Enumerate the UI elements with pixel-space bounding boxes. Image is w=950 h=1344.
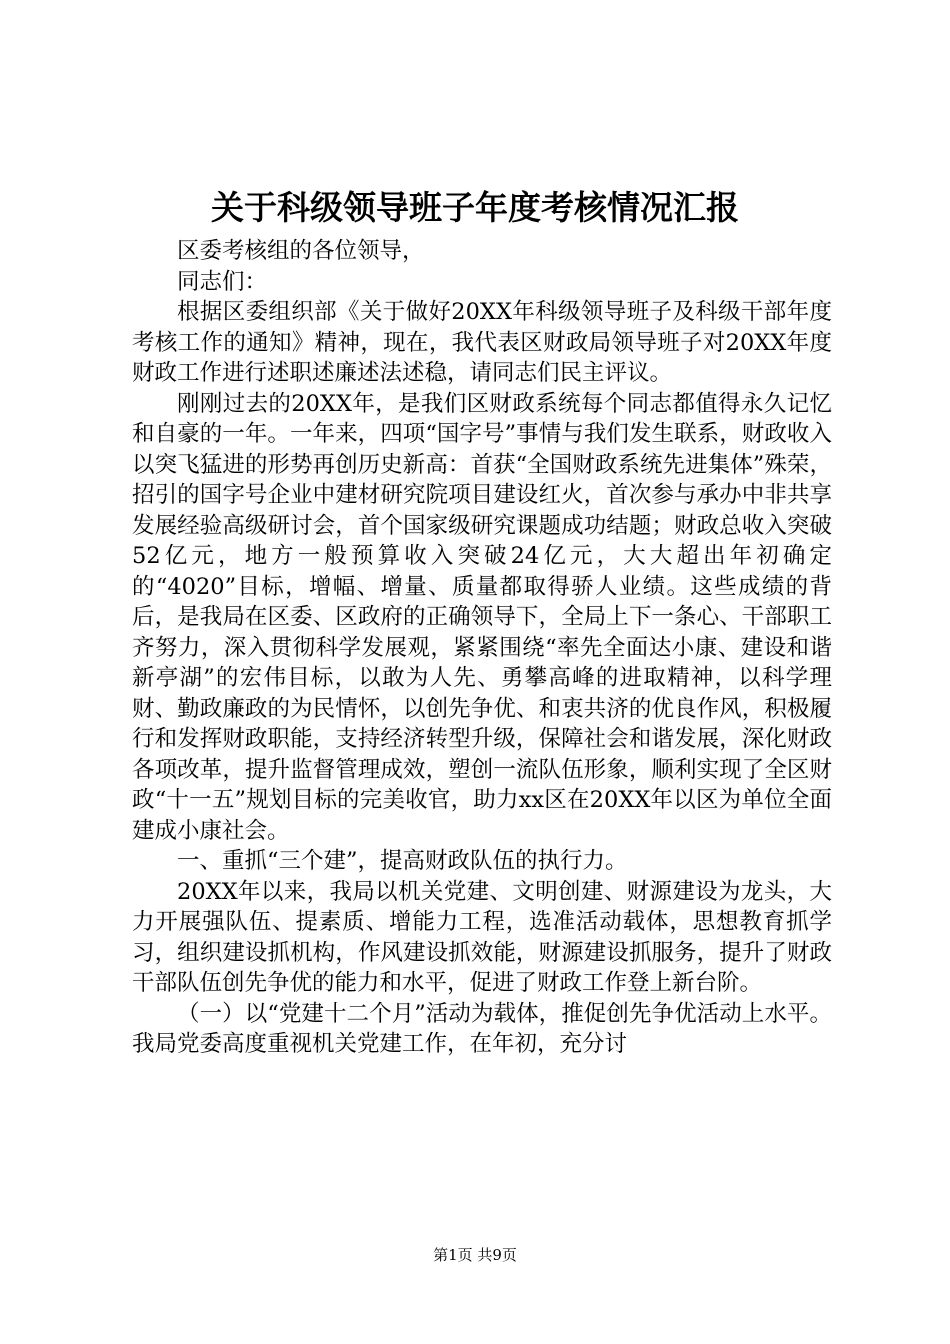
document-body bbox=[132, 236, 832, 1060]
salutation-line-2: 同志们： bbox=[177, 268, 268, 295]
section-heading-1: 一、重抓“三个建”，提高财政队伍的执行力。 bbox=[177, 848, 628, 874]
page-footer: 第1页 共9页 bbox=[433, 1246, 517, 1264]
document-title: 关于科级领导班子年度考核情况汇报 bbox=[211, 188, 739, 227]
paragraph-1: 根据区委组织部《关于做好20XX年科级领导班子及科级干部年度考核工作的通知》精神，现在，我代表区财政局领导班子对20XX年度财政工作进行述职述廉述法述稳，请同志们民主评议。 bbox=[132, 299, 832, 386]
paragraph-4: （一）以“党建十二个月”活动为载体，推促创先争优活动上水平。我局党委高度重视机关党建工作，在年初，充分讨 bbox=[132, 1000, 832, 1057]
salutation-line-1: 区委考核组的各位领导， bbox=[177, 238, 425, 264]
paragraph-3: 20XX年以来，我局以机关党建、文明创建、财源建设为龙头，大力开展强队伍、提素质、增能力工程，选准活动载体，思想教育抓学习，组织建设抓机构，作风建设抓效能，财源建设抓服务，提升了财政干部队伍创先争优的能力和水平，促进了财政工作登上新台阶。 bbox=[132, 878, 832, 996]
paragraph-2: 刚刚过去的20XX年，是我们区财政系统每个同志都值得永久记忆和自豪的一年。一年来，四项“国字号”事情与我们发生联系，财政收入以突飞猛进的形势再创历史新高：首获“全国财政系统先进集体”殊荣，招引的国字号企业中建材研究院项目建设红火，首次参与承办中非共享发展经验高级研讨会，首个国家级研究课题成功结题；财政总收入突破52亿元，地方一般预算收入突破24亿元，大大超出年初确定的“4020”目标，增幅、增量、质量都取得骄人业绩。这些成绩的背后，是我局在区委、区政府的正确领导下，全局上下一条心、干部职工齐努力，深入贯彻科学发展观，紧紧围绕“率先全面达小康、建设和谐新亭湖”的宏伟目标，以敢为人先、勇攀高峰的进取精神，以科学理财、勤政廉政的为民情怀，以创先争优、和衷共济的优良作风，积极履行和发挥财政职能，支持经济转型升级，保障社会和谐发展，深化财政各项改革，提升监督管理成效，塑创一流队伍形象，顺利实现了全区财政“十一五”规划目标的完美收官，助力xx区在20XX年以区为单位全面建成小康社会。 bbox=[132, 390, 832, 844]
